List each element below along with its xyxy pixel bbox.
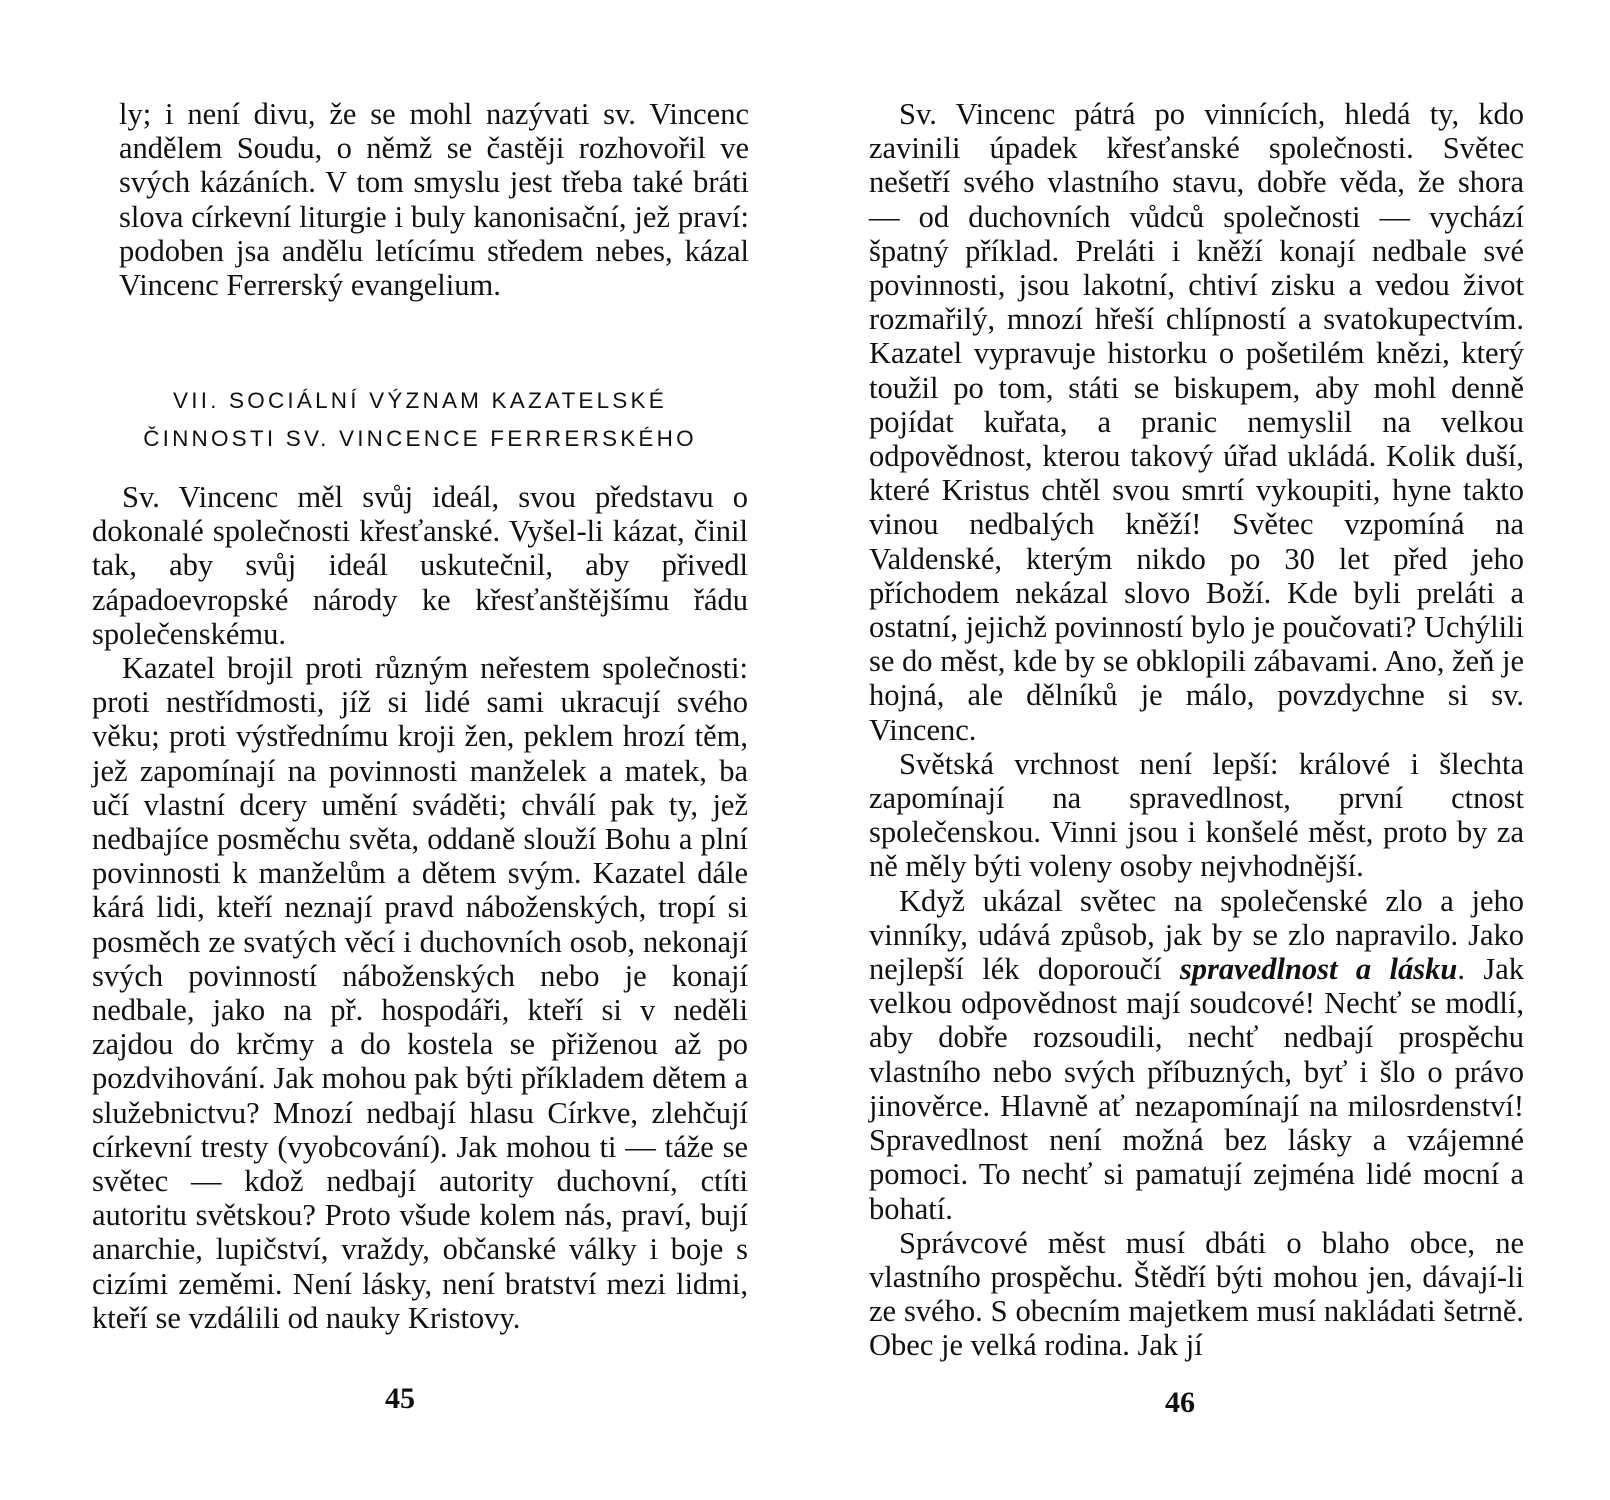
left-paragraph-2: Kazatel brojil proti různým neřestem společnosti: proti nestřídmosti, jíž si lidé sami ukracují svého věku; proti výstřednímu kroji žen, peklem hrozí těm, jež zapomínají na povinnosti manželek a matek, ba učí vlastní dcery umění sváděti; chválí pak ty, jež nedbajíce posměchu světa, oddaně slouží Bohu a plní povinnosti k manželům a dětem svým. Kazatel dále kárá lidi, kteří neznají pravd náboženských, tropí si posměch ze svatých věcí i duchovních osob, nekonají svých povinností náboženských nebo je konají nedbale, jako na př. hospodáři, kteří si v neděli zajdou do krčmy a do kostela se přiženou až po pozdvihování. Jak mohou pak býti příkladem dětem a služebnictvu? Mnozí nedbají hlasu Církve, zlehčují církevní tresty (vyobcování). Jak mohou ti — táže se světec — kdož nedbají autority duchovní, ctíti autoritu světskou? Proto všude kolem nás, praví, bují anarchie, lupičství, vraždy, občanské války i boje s cizími zeměmi. Není lásky, není bratství mezi lidmi, kteří se vzdálili od nauky Kristovy. (92, 651, 748, 1335)
right-body-text (869, 97, 1524, 1363)
right-paragraph-2: Světská vrchnost není lepší: králové i šlechta zapomínají na spravedlnost, první ctnost společenskou. Vinni jsou i konšelé měst, proto by za ně měly býti voleny osoby nejvhodnější. (869, 746, 1524, 884)
emphasis-justice-love: spravedlnost a lásku (1179, 952, 1458, 987)
page-number-left: 45 (385, 1382, 415, 1415)
left-body-text (92, 480, 748, 1335)
left-top-text (119, 97, 749, 302)
right-paragraph-3-start: Když ukázal světec na společenské zlo a jeho vinníky, udává způsob, jak by se zlo napravilo. Jako nejlepší lék doporoučí (869, 883, 1524, 987)
right-paragraph-3-end: . Jak velkou odpovědnost mají soudcové! Nechť se modlí, aby dobře rozsoudili, nechť nedbají prospěchu vlastního nebo svých příbuzných, byť i šlo o právo jinověrce. Hlavně ať nezapomínají na milosrdenství! Spravedlnost není možná bez lásky a vzájemné pomoci. To nechť si pamatují zejména lidé mocní a bohatí. (869, 952, 1524, 1226)
right-paragraph-1: Sv. Vincenc pátrá po vinnících, hledá ty, kdo zavinili úpadek křesťanské společnosti. Světec nešetří svého vlastního stavu, dobře věda, že shora — od duchovních vůdců společnosti — vychází špatný příklad. Preláti i kněží konají nedbale své povinnosti, jsou lakotní, chtiví zisku a vedou život rozmařilý, mnozí hřeší chlípností a svatokupectvím. Kazatel vypravuje historku o pošetilém knězi, který toužil po tom, státi se biskupem, aby mohl denně pojídat kuřata, a pranic nemyslil na velkou odpovědnost, kterou takový úřad ukládá. Kolik duší, které Kristus chtěl svou smrtí vykoupiti, hyne takto vinou nedbalých kněží! Světec vzpomíná na Valdenské, kterým nikdo po 30 let před jeho příchodem nekázal slovo Boží. Kde byli preláti a ostatní, jejichž povinností bylo je poučovati? Uchýlili se do měst, kde by se obklopili zábavami. Ano, žeň je hojná, ale dělníků je málo, povzdychne si sv. Vincenc. (869, 97, 1524, 747)
page-number-right: 46 (1165, 1386, 1195, 1419)
right-paragraph-4: Správcové měst musí dbáti o blaho obce, ne vlastního prospěchu. Štědří býti mohou jen, dávají-li ze svého. S obecním majetkem musí nakládati šetrně. Obec je velká rodina. Jak jí (869, 1225, 1524, 1363)
left-paragraph-1: Sv. Vincenc měl svůj ideál, svou představu o dokonalé společnosti křesťanské. Vyšel-li kázat, činil tak, aby svůj ideál uskutečnil, aby přivedl západoevropské národy ke křesťanštějšímu řádu společenskému. (92, 480, 748, 651)
chapter-heading-line-1: VII. SOCIÁLNÍ VÝZNAM KAZATELSKÉ (173, 388, 667, 413)
right-page (805, 0, 1610, 1500)
left-top-paragraph: ly; i není divu, že se mohl nazývati sv. Vincenc andělem Soudu, o němž se častěji rozhovořil ve svých kázáních. V tom smyslu jest třeba také bráti slova církevní liturgie i buly kanonisační, jež praví: podoben jsa andělu letícímu středem nebes, kázal Vincenc Ferrerský evangelium. (119, 97, 749, 303)
chapter-heading-line-2: ČINNOSTI SV. VINCENCE FERRERSKÉHO (143, 426, 697, 451)
right-paragraph-3 (869, 884, 1524, 1226)
